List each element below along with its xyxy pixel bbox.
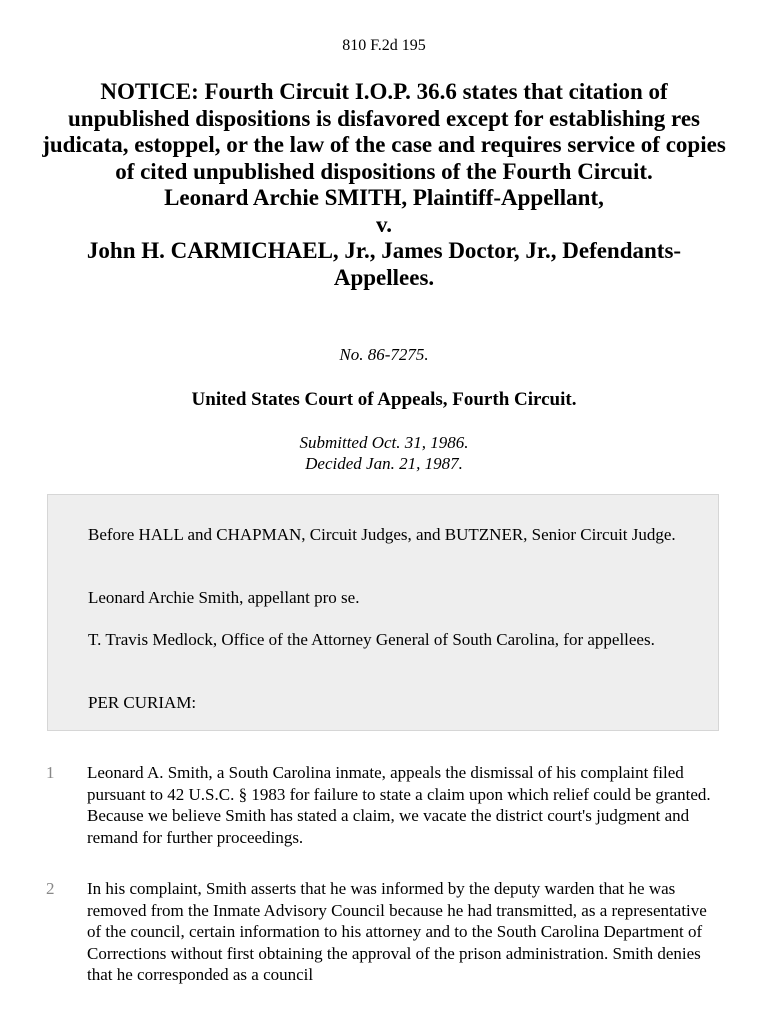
appellees-names: John H. CARMICHAEL, Jr., James Doctor, Jr., Defendants-Appellees. — [86, 238, 682, 290]
reporter-citation: 810 F.2d 195 — [342, 37, 426, 54]
paragraph-number: 2 — [46, 879, 55, 898]
per-curiam-heading: PER CURIAM: — [88, 693, 197, 712]
appellee-counsel: T. Travis Medlock, Office of the Attorney General of South Carolina, for appellees. — [88, 630, 655, 649]
decided-date: Decided Jan. 21, 1987. — [305, 454, 463, 473]
court-name: United States Court of Appeals, Fourth Circuit. — [191, 389, 577, 410]
appellant-name: Leonard Archie SMITH, Plaintiff-Appellant, — [164, 185, 604, 210]
submitted-date: Submitted Oct. 31, 1986. — [299, 433, 469, 452]
docket-number: No. 86-7275. — [339, 345, 429, 364]
versus-text: v. — [376, 211, 392, 237]
judges-panel: Before HALL and CHAPMAN, Circuit Judges, and BUTZNER, Senior Circuit Judge. — [88, 525, 676, 544]
appellant-counsel: Leonard Archie Smith, appellant pro se. — [88, 588, 360, 607]
case-caption — [40, 79, 728, 291]
case-info-panel — [47, 494, 719, 731]
paragraph-text: Leonard A. Smith, a South Carolina inmate, appeals the dismissal of his complaint filed pursuant to 42 U.S.C. § 1983 for failure to state a claim upon which relief could be granted. Because we believe Smith has stated a claim, we vacate the district court's judgment and remand for further proceedings. — [87, 763, 711, 847]
notice-text: NOTICE: Fourth Circuit I.O.P. 36.6 states that citation of unpublished dispositions is disfavored except for establishing res judicata, estoppel, or the law of the case and requires service of copies of cited unpublished dispositions of the Fourth Circuit. — [42, 79, 726, 184]
paragraph-number: 1 — [46, 763, 55, 782]
case-dates — [0, 432, 768, 474]
paragraph-text: In his complaint, Smith asserts that he was informed by the deputy warden that he was removed from the Inmate Advisory Council because he had transmitted, as a representative of the council, certain information to his attorney and to the South Carolina Department of Corrections without first obtaining the approval of the prison administration. Smith denies that he corresponded as a council — [87, 879, 707, 984]
